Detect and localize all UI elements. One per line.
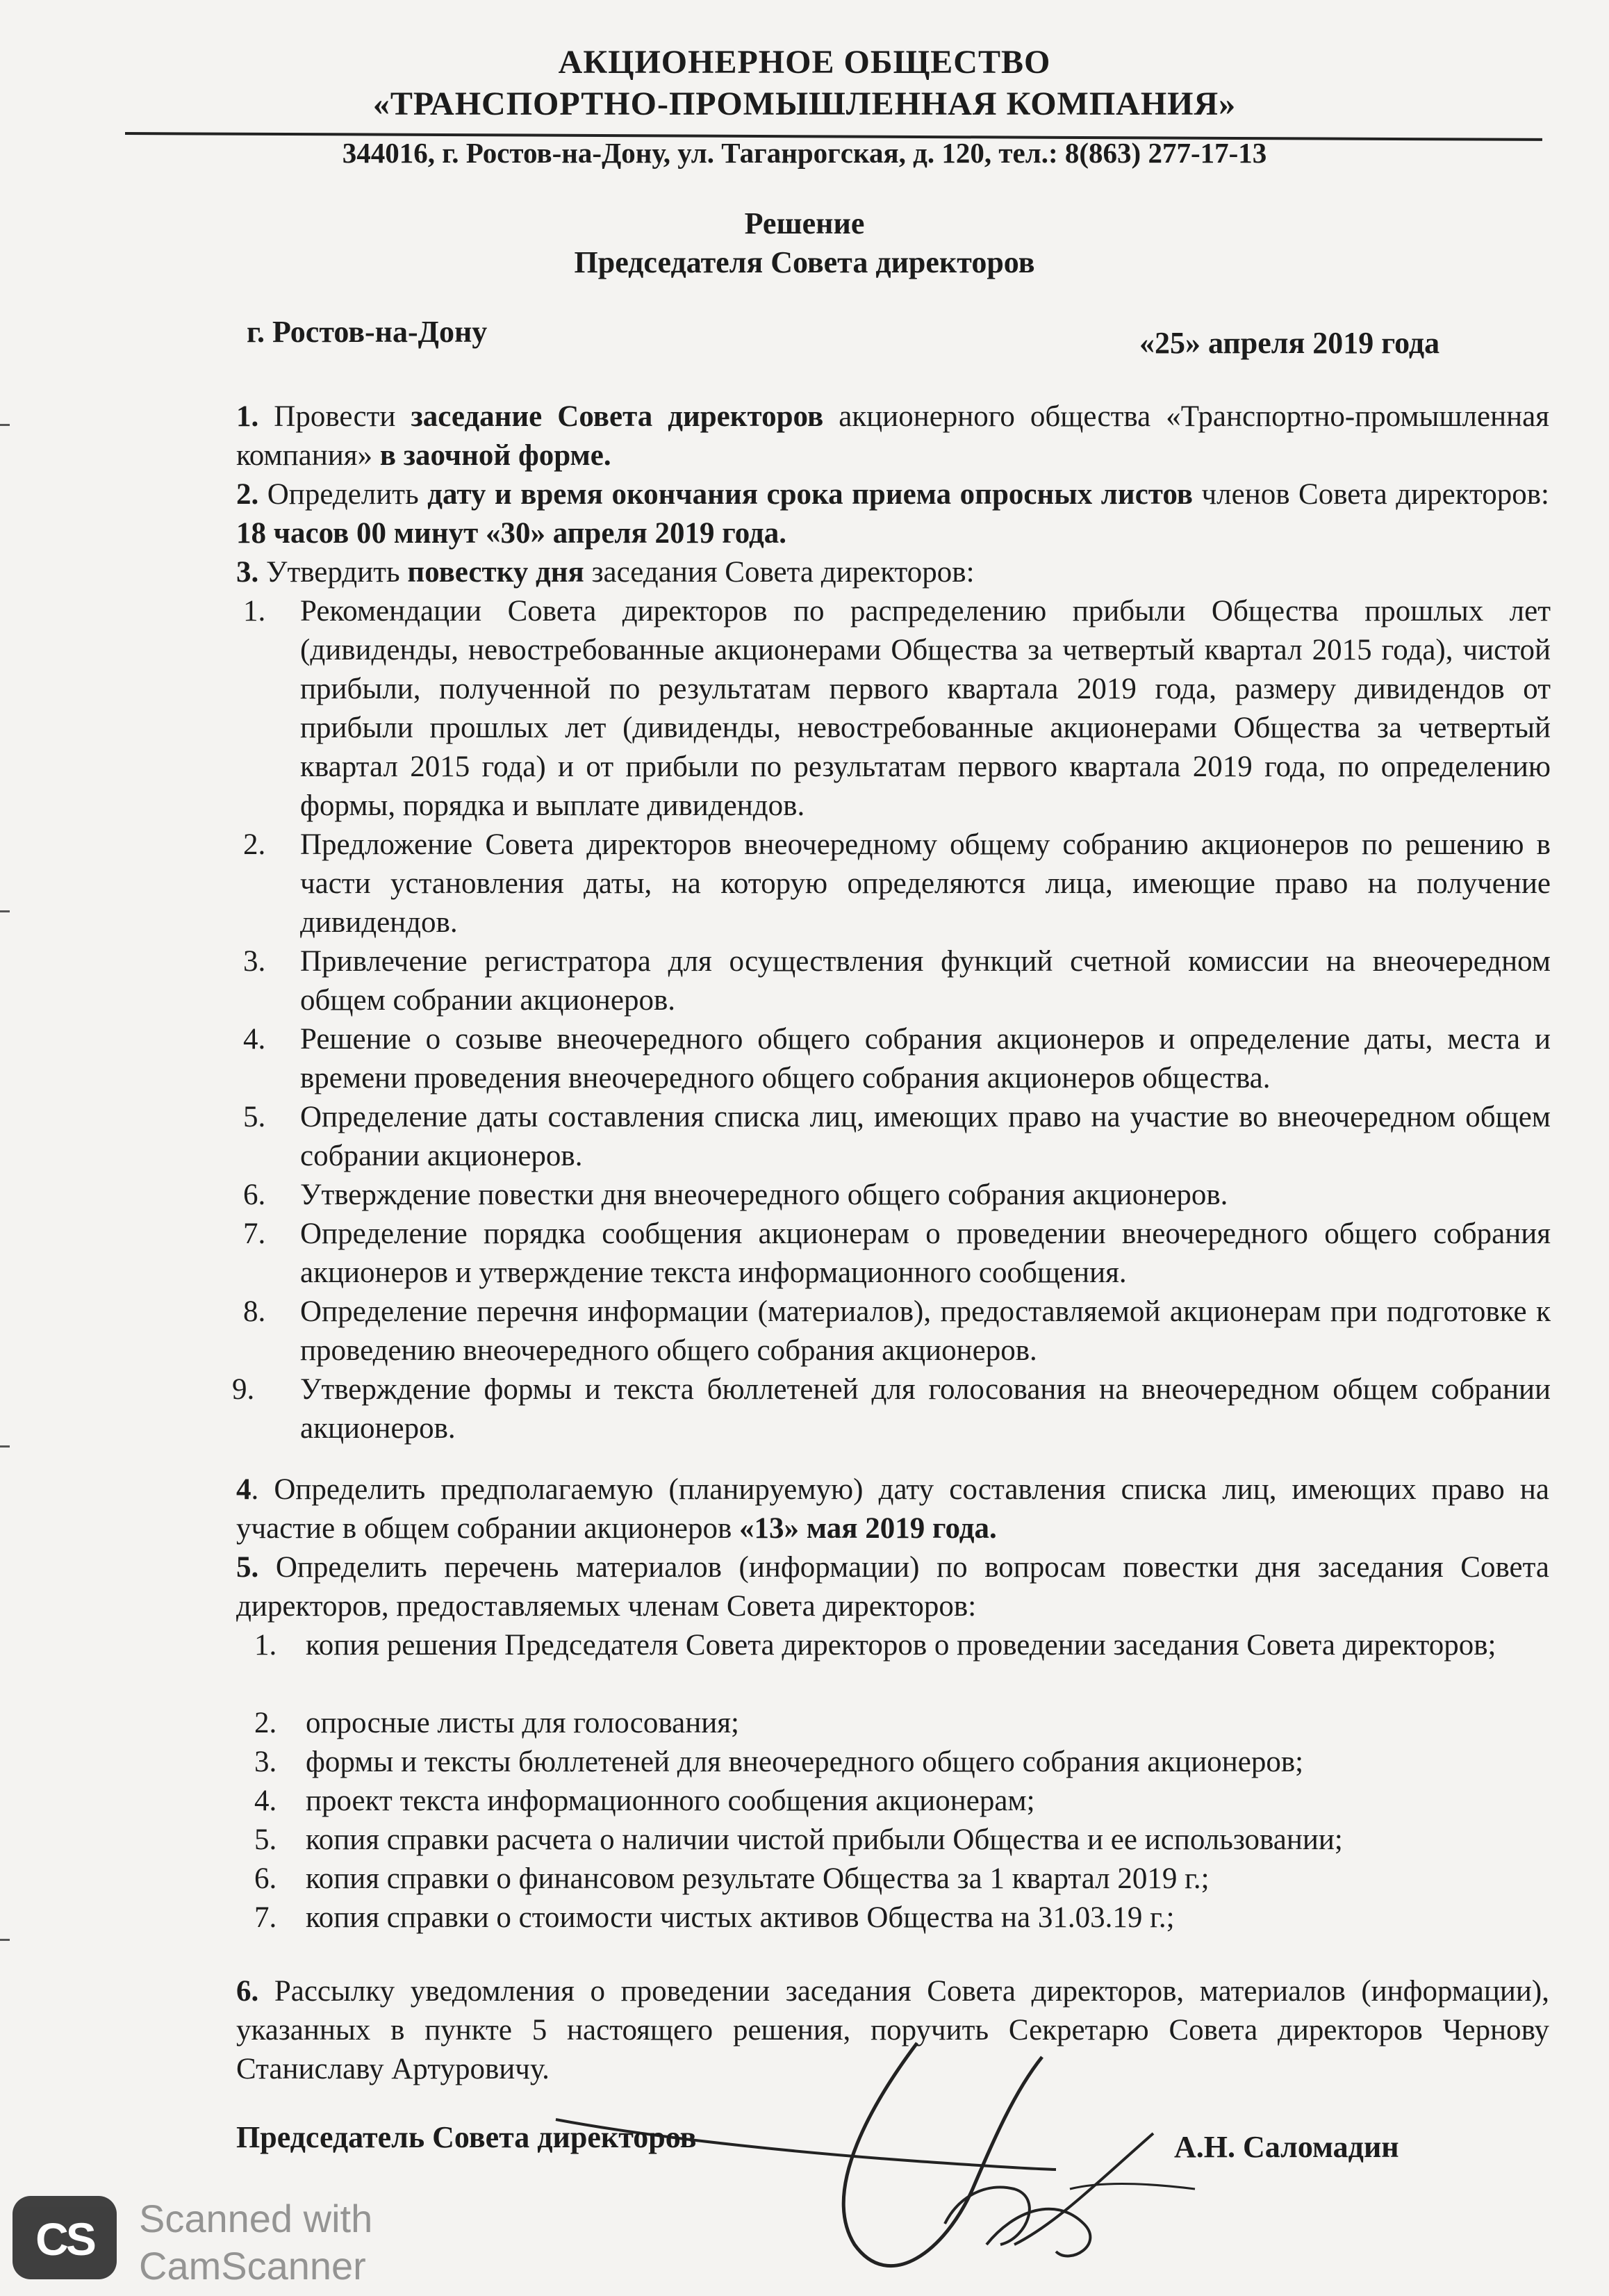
- signatory-role: Председатель Совета директоров: [236, 2120, 697, 2154]
- paragraph-6-text-a: Рассылку уведомления о проведении заседания Совета директоров, материалов (информации), указанных в пункте 5 настоящего решения, поручить Секретарю Совета директоров Чернову Станиславу Артуровичу.: [236, 1975, 1549, 2085]
- paragraph-4-bold-a: «13» мая 2019 года.: [739, 1512, 997, 1545]
- margin-mark: [0, 1939, 10, 1941]
- document-date: «25» апреля 2019 года: [1139, 326, 1440, 360]
- org-name-line2: «ТРАНСПОРТНО-ПРОМЫШЛЕННАЯ КОМПАНИЯ»: [372, 85, 1237, 122]
- paragraph-5: [236, 1548, 1549, 1626]
- paragraph-4-text-a: . Определить предполагаемую (планируемую) дату составления списка лиц, имеющих право на участие в общем собрании акционеров: [236, 1473, 1549, 1545]
- paragraph-3-text-a: Утвердить: [258, 556, 408, 589]
- agenda-item-text: Определение порядка сообщения акционерам о проведении внеочередного общего собрания акционеров и утверждение текста информационного сообщения.: [300, 1217, 1551, 1289]
- paragraph-3-bold-a: повестку дня: [407, 556, 584, 589]
- document-subtitle: Председателя Совета директоров: [574, 245, 1035, 279]
- paragraph-4-num: 4: [236, 1473, 251, 1506]
- agenda-item-num: 6.: [243, 1179, 266, 1211]
- material-item-text: копия справки расчета о наличии чистой прибыли Общества и ее использовании;: [306, 1823, 1343, 1856]
- agenda-item-text: Привлечение регистратора для осуществления функций счетной комиссии на внеочередном общем собрании акционеров.: [300, 945, 1551, 1017]
- org-address: 344016, г. Ростов-на-Дону, ул. Таганрогская, д. 120, тел.: 8(863) 277-17-13: [342, 137, 1267, 169]
- agenda-item-num: 4.: [243, 1023, 266, 1056]
- camscanner-logo-text: CS: [35, 2213, 94, 2265]
- paragraph-3-num: 3.: [236, 556, 259, 589]
- paragraph-2-bold-b: 18 часов 00 минут «30» апреля 2019 года.: [236, 517, 787, 550]
- agenda-item-num: 5.: [243, 1101, 266, 1133]
- margin-mark: [0, 1445, 10, 1448]
- paragraph-5-num: 5.: [236, 1551, 259, 1584]
- paragraph-1-bold-a: заседание Совета директоров: [411, 400, 824, 433]
- material-item-text: копия решения Председателя Совета директоров о проведении заседания Совета директоров;: [306, 1629, 1496, 1662]
- agenda-item-text: Рекомендации Совета директоров по распределению прибыли Общества прошлых лет (дивиденды, невостребованные акционерами Общества за четвертый квартал 2015 года), чистой прибыли, полученной по результатам первого квартала 2019 года, размеру дивидендов от прибыли прошлых лет (дивиденды, невостребованные акционерами Общества за четвертый квартал 2015 года) и от прибыли по результатам первого квартала 2019 года, по определению формы, порядка и выплате дивидендов.: [300, 595, 1551, 822]
- paragraph-2-bold-a: дату и время окончания срока приема опросных листов: [427, 478, 1194, 511]
- paragraph-1-bold-b: в заочной форме.: [379, 439, 611, 472]
- material-item-text: формы и тексты бюллетеней для внеочередного общего собрания акционеров;: [306, 1746, 1304, 1778]
- signatory-name: А.Н. Саломадин: [1174, 2130, 1399, 2164]
- document-title: Решение: [744, 206, 865, 240]
- paragraph-3: [236, 553, 1549, 592]
- agenda-item-text: Определение перечня информации (материалов), предоставляемой акционерам при подготовке к проведению внеочередного общего собрания акционеров.: [300, 1295, 1551, 1367]
- paragraph-4: [236, 1470, 1549, 1548]
- material-item-num: 6.: [254, 1862, 277, 1895]
- agenda-item-text: Решение о созыве внеочередного общего собрания акционеров и определение даты, места и времени проведения внеочередного общего собрания акционеров общества.: [300, 1023, 1551, 1094]
- paragraph-1: [236, 397, 1549, 475]
- material-item-num: 7.: [254, 1901, 277, 1934]
- agenda-item-text: Утверждение повестки дня внеочередного общего собрания акционеров.: [300, 1179, 1228, 1211]
- material-item-num: 5.: [254, 1823, 277, 1856]
- agenda-item-num: 8.: [243, 1295, 266, 1328]
- material-item-num: 3.: [254, 1746, 277, 1778]
- agenda-item-text: Предложение Совета директоров внеочередному общему собранию акционеров по решению в части установления даты, на которую определяются лица, имеющие право на получение дивидендов.: [300, 828, 1551, 939]
- agenda-item-num: 1.: [243, 595, 266, 628]
- agenda-item-num: 7.: [243, 1217, 266, 1250]
- agenda-item-num: 2.: [243, 828, 266, 861]
- agenda-item-num: 9.: [232, 1373, 255, 1406]
- paragraph-1-text-b: акционерного общества «Транспортно-промышленная компания»: [236, 400, 1549, 472]
- material-item-num: 2.: [254, 1707, 277, 1739]
- watermark-line1: Scanned with: [139, 2197, 373, 2240]
- margin-mark: [0, 424, 10, 426]
- material-item-num: 1.: [254, 1629, 277, 1662]
- paragraph-2-text-b: членов Совета директоров:: [1193, 478, 1550, 511]
- paragraph-1-text-a: Провести: [258, 400, 411, 433]
- paragraph-5-text-a: Определить перечень материалов (информации) по вопросам повестки дня заседания Совета директоров, предоставляемых членам Совета директоров:: [236, 1551, 1549, 1623]
- agenda-item-text: Определение даты составления списка лиц, имеющих право на участие во внеочередном общем собрании акционеров.: [300, 1101, 1551, 1172]
- document-place: г. Ростов-на-Дону: [247, 315, 488, 349]
- paragraph-1-num: 1.: [236, 400, 259, 433]
- material-item-text: копия справки о финансовом результате Общества за 1 квартал 2019 г.;: [306, 1862, 1210, 1895]
- agenda-item-num: 3.: [243, 945, 266, 978]
- agenda-item-text: Утверждение формы и текста бюллетеней для голосования на внеочередном общем собрании акционеров.: [300, 1373, 1551, 1445]
- material-item-text: опросные листы для голосования;: [306, 1707, 739, 1739]
- paragraph-3-text-b: заседания Совета директоров:: [584, 556, 975, 589]
- paragraph-2: [236, 475, 1549, 553]
- paragraph-2-num: 2.: [236, 478, 259, 511]
- material-item-num: 4.: [254, 1785, 277, 1817]
- paragraph-2-text-a: Определить: [258, 478, 428, 511]
- paragraph-6-num: 6.: [236, 1975, 259, 2008]
- margin-mark: [0, 910, 10, 912]
- watermark-line2: CamScanner: [139, 2244, 366, 2288]
- material-item-text: копия справки о стоимости чистых активов Общества на 31.03.19 г.;: [306, 1901, 1175, 1934]
- camscanner-logo: [13, 2196, 117, 2279]
- org-name-line1: АКЦИОНЕРНОЕ ОБЩЕСТВО: [558, 44, 1051, 81]
- material-item-text: проект текста информационного сообщения акционерам;: [306, 1785, 1035, 1817]
